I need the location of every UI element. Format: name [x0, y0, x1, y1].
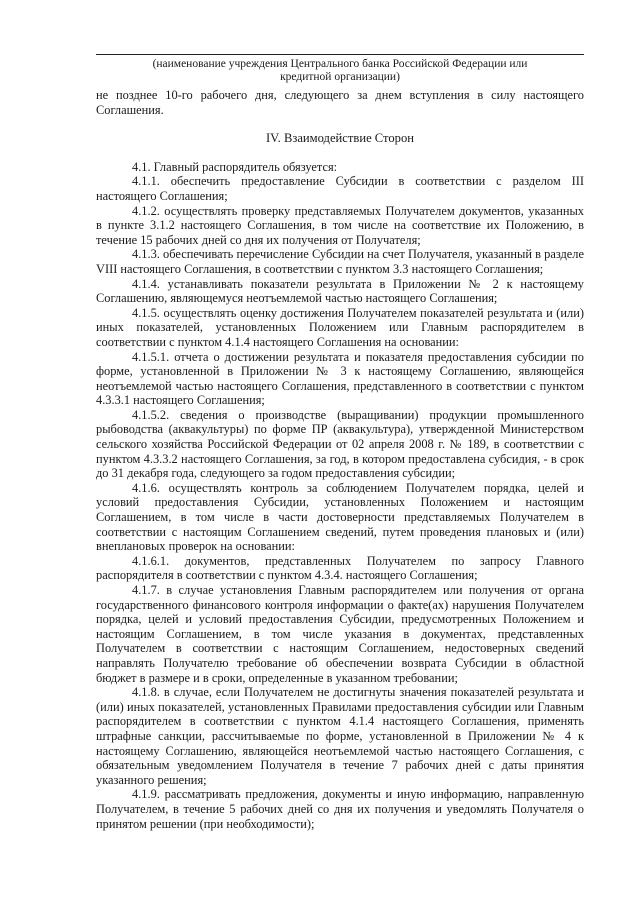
paragraph: 4.1.6.1. документов, представленных Получателем по запросу Главного распорядителя в соответствии с пунктом 4.3.4. настоящего Соглашения; [96, 553, 584, 583]
signature-line [96, 54, 584, 55]
paragraph: 4.1.5.1. отчета о достижении результата и показателя предоставления субсидии по форме, установленной в Приложении № 3 к настоящему Соглашению, являющейся неотъемлемой частью настоящего Соглашения, представленного в соответствии с пунктом 4.3.3.1 настоящего Соглашения; [96, 349, 584, 408]
caption-line-1: (наименование учреждения Центрального банка Российской Федерации или [152, 58, 528, 70]
paragraph: 4.1.2. осуществлять проверку представляемых Получателем документов, указанных в пункте 3.1.2 настоящего Соглашения, в том числе на соответствие их Положению, в течение 15 рабочих дней со дня их получения от Получателя; [96, 203, 584, 247]
organization-caption [96, 58, 584, 84]
section-heading: IV. Взаимодействие Сторон [265, 131, 415, 146]
paragraph: 4.1.5. осуществлять оценку достижения Получателем показателей результата и (или) иных показателей, установленных Положением или Главным распорядителем в соответствии с пунктом 4.1.4 настоящего Соглашения на основании: [96, 305, 584, 349]
paragraph: 4.1.8. в случае, если Получателем не достигнуты значения показателей результата и (или) иных показателей, установленных Правилами предоставления субсидии или Главным распорядителем в соответствии с пунктом 4.1.4 настоящего Соглашения, применять штрафные санкции, рассчитываемые по форме, установленной в Приложении № 4 к настоящему Соглашению, являющейся неотъемлемой частью настоящего Соглашения, с обязательным уведомлением Получателя в течение 7 рабочих дней с даты принятия указанного решения; [96, 685, 584, 787]
paragraph: 4.1.9. рассматривать предложения, документы и иную информацию, направленную Получателем, в течение 5 рабочих дней со дня их получения и уведомлять Получателя о принятом решении (при необходимости); [96, 787, 584, 831]
paragraph: 4.1.4. устанавливать показатели результата в Приложении № 2 к настоящему Соглашению, являющемуся неотъемлемой частью настоящего Соглашения; [96, 276, 584, 306]
document-body [96, 88, 584, 831]
paragraph: 4.1.7. в случае установления Главным распорядителем или получения от органа государственного финансового контроля информации о факте(ах) нарушения Получателем порядка, целей и условий предоставления Субсидии, предусмотренных Положением и настоящим Соглашением, в том числе указания в документах, представленных Получателем в соответствии с настоящим Соглашением, недостоверных сведений направлять Получателю требование об обеспечении возврата Субсидии в областной бюджет в размере и в сроки, определенные в указанном требовании; [96, 583, 584, 685]
paragraph: 4.1.1. обеспечить предоставление Субсидии в соответствии с разделом III настоящего Соглашения; [96, 174, 584, 203]
caption-line-2: кредитной организации) [280, 71, 400, 83]
paragraph: 4.1.5.2. сведения о производстве (выращивании) продукции промышленного рыбоводства (аквакультуры) по форме ПР (аквакультура), утвержденной Министерством сельского хозяйства Российской Федерации от 02 апреля 2008 г. № 189, в соответствии с пунктом 4.3.3.2 настоящего Соглашения, за год, в котором предоставлена субсидия, - в срок до 31 декабря года, следующего за годом предоставления субсидии; [96, 407, 584, 481]
paragraph: 4.1. Главный распорядитель обязуется: [132, 159, 338, 174]
paragraph: 4.1.3. обеспечивать перечисление Субсидии на счет Получателя, указанный в разделе VIII настоящего Соглашения, в соответствии с пунктом 3.3 настоящего Соглашения; [96, 247, 584, 276]
intro-paragraph: не позднее 10-го рабочего дня, следующего за днем вступления в силу настоящего Соглашения. [96, 88, 584, 117]
paragraph: 4.1.6. осуществлять контроль за соблюдением Получателем порядка, целей и условий предоставления Субсидии, установленных Положением и настоящим Соглашением, в том числе в части достоверности представляемых Получателем в соответствии с настоящим Соглашением сведений, путем проведения плановых и (или) внеплановых проверок на основании: [96, 480, 584, 554]
